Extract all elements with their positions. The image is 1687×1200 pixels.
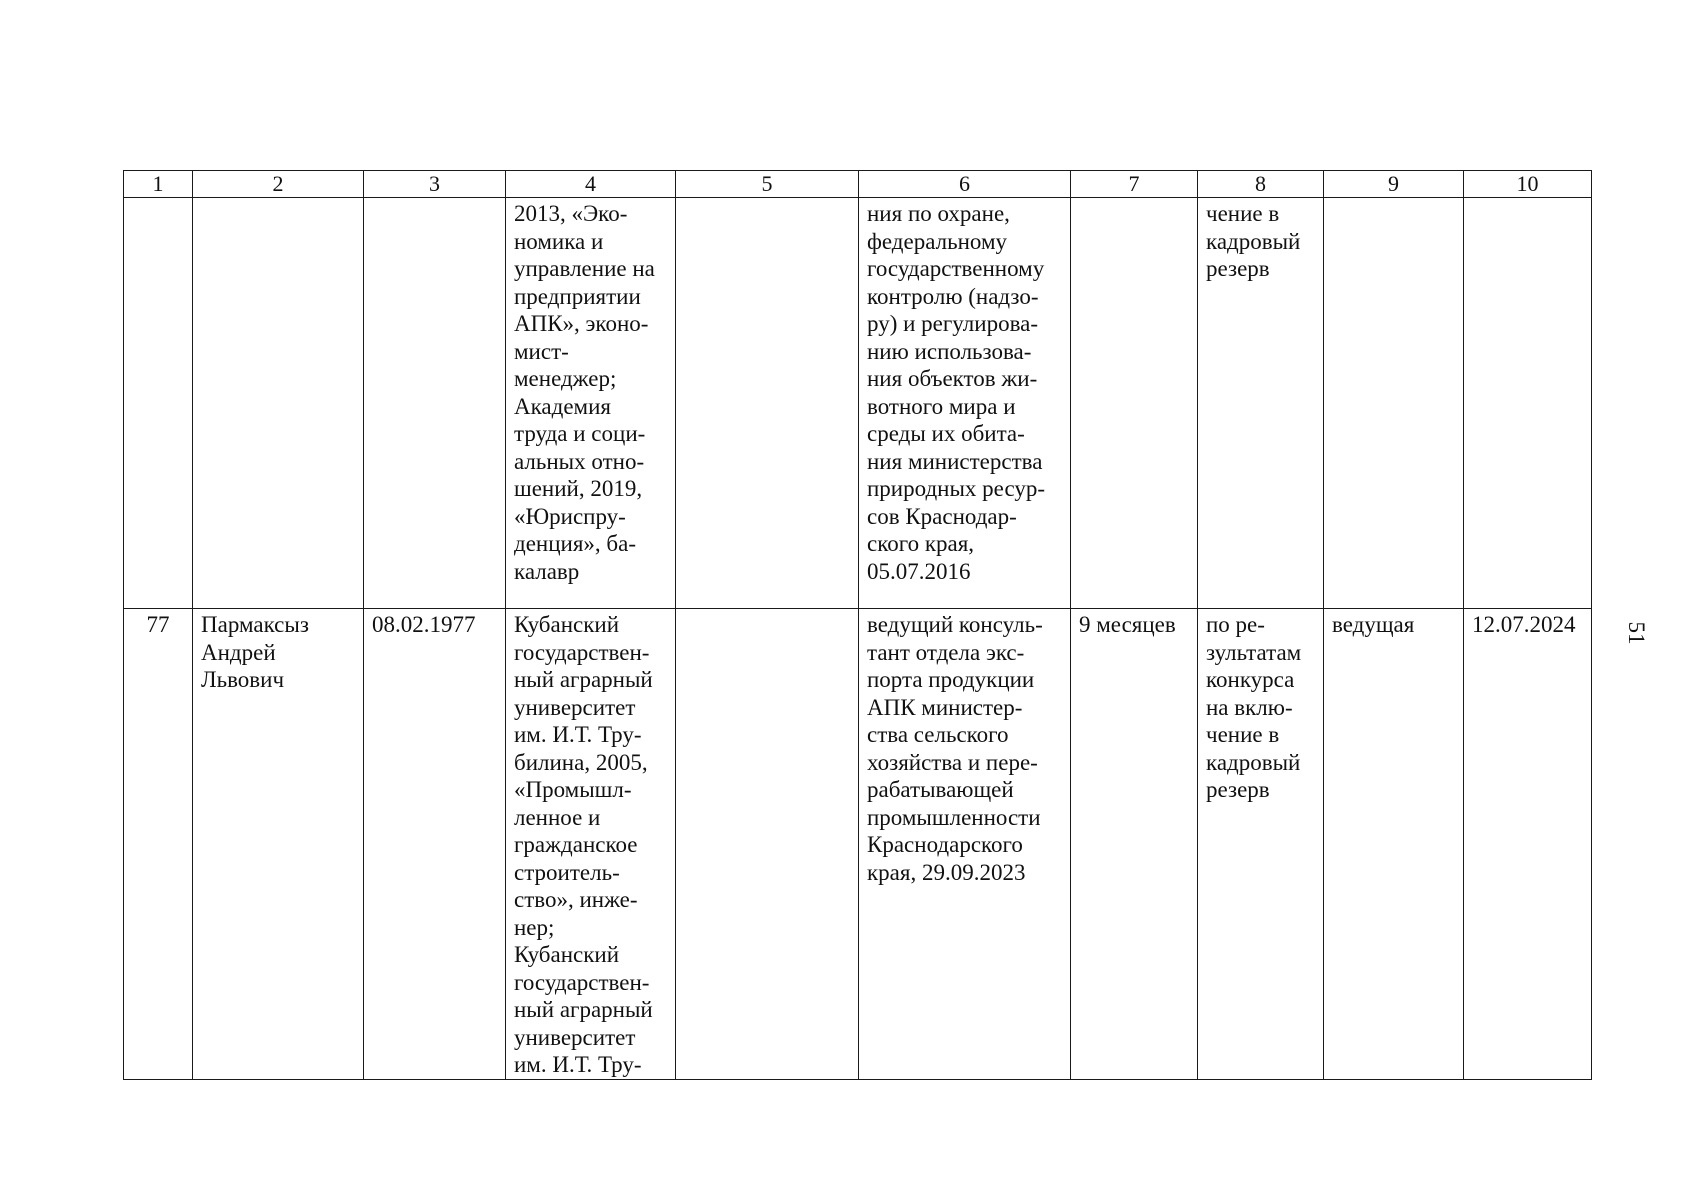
cell-basis	[1198, 609, 1324, 1080]
cell-group	[1324, 609, 1464, 1080]
cell-experience-text: 9 месяцев	[1079, 612, 1176, 637]
table-row	[124, 609, 1592, 1080]
column-header: 8	[1198, 171, 1324, 198]
cell-inclusion-date	[1464, 609, 1592, 1080]
column-header: 7	[1071, 171, 1198, 198]
cell-basis-text: по ре- зультатам конкурса на вклю- чение в кадровый резерв	[1206, 612, 1302, 802]
cell-education	[506, 198, 676, 609]
cell-group-text: ведущая	[1332, 612, 1415, 637]
cell-birth-date	[364, 198, 506, 609]
personnel-reserve-table	[123, 170, 1592, 1080]
cell-experience-text	[1071, 198, 1197, 200]
cell-basis	[1198, 198, 1324, 609]
column-header: 10	[1464, 171, 1592, 198]
cell-education-text: Кубанский государствен- ный аграрный университет им. И.Т. Тру- билина, 2005, «Промышл- ленное и гражданское строитель- ство», инже- нер; Кубанский государствен- ный аграрный университет им. И.Т. Тру-	[514, 612, 653, 1077]
cell-group	[1324, 198, 1464, 609]
column-header: 3	[364, 171, 506, 198]
cell-full-name-text	[193, 198, 363, 200]
cell-position-text: ния по охране, федеральному государственному контролю (надзо- ру) и регулирова- нию использова- ния объектов жи- вотного мира и среды их обита- ния министерства природных ресур- сов Краснодар- ского края, 05.07.2016	[867, 201, 1046, 584]
cell-column-5-text	[676, 198, 858, 200]
cell-inclusion-date	[1464, 198, 1592, 609]
cell-full-name	[193, 198, 364, 609]
column-header: 6	[859, 171, 1071, 198]
table-row	[124, 198, 1592, 609]
cell-birth-date-text	[364, 198, 505, 200]
cell-position-text: ведущий консуль- тант отдела экс- порта продукции АПК министер- ства сельского хозяйства и пере- рабатывающей промышленности Краснодарского края, 29.09.2023	[867, 612, 1043, 885]
cell-basis-text: чение в кадровый резерв	[1206, 201, 1301, 281]
cell-column-5	[676, 198, 859, 609]
cell-number-text	[124, 198, 192, 200]
cell-birth-date-text: 08.02.1977	[372, 612, 476, 637]
cell-birth-date	[364, 609, 506, 1080]
cell-number	[124, 609, 193, 1080]
column-header: 4	[506, 171, 676, 198]
column-header: 2	[193, 171, 364, 198]
cell-number	[124, 198, 193, 609]
cell-full-name	[193, 609, 364, 1080]
cell-position	[859, 198, 1071, 609]
column-number-row	[124, 171, 1592, 198]
cell-inclusion-date-text	[1464, 198, 1591, 200]
column-header: 5	[676, 171, 859, 198]
cell-group-text	[1324, 198, 1463, 200]
cell-education-text: 2013, «Эко- номика и управление на предприятии АПК», эконо- мист- менеджер; Академия труда и соци- альных отно- шений, 2019, «Юриспру- денция», ба- калавр	[514, 201, 655, 584]
cell-full-name-text: Пармаксыз Андрей Львович	[201, 612, 309, 692]
cell-column-5-text	[676, 609, 858, 611]
cell-column-5	[676, 609, 859, 1080]
cell-number-text: 77	[146, 612, 170, 637]
cell-experience	[1071, 609, 1198, 1080]
cell-experience	[1071, 198, 1198, 609]
column-header: 1	[124, 171, 193, 198]
column-header: 9	[1324, 171, 1464, 198]
cell-position	[859, 609, 1071, 1080]
cell-inclusion-date-text: 12.07.2024	[1472, 612, 1576, 637]
page-number: 51	[1624, 621, 1649, 645]
cell-education	[506, 609, 676, 1080]
